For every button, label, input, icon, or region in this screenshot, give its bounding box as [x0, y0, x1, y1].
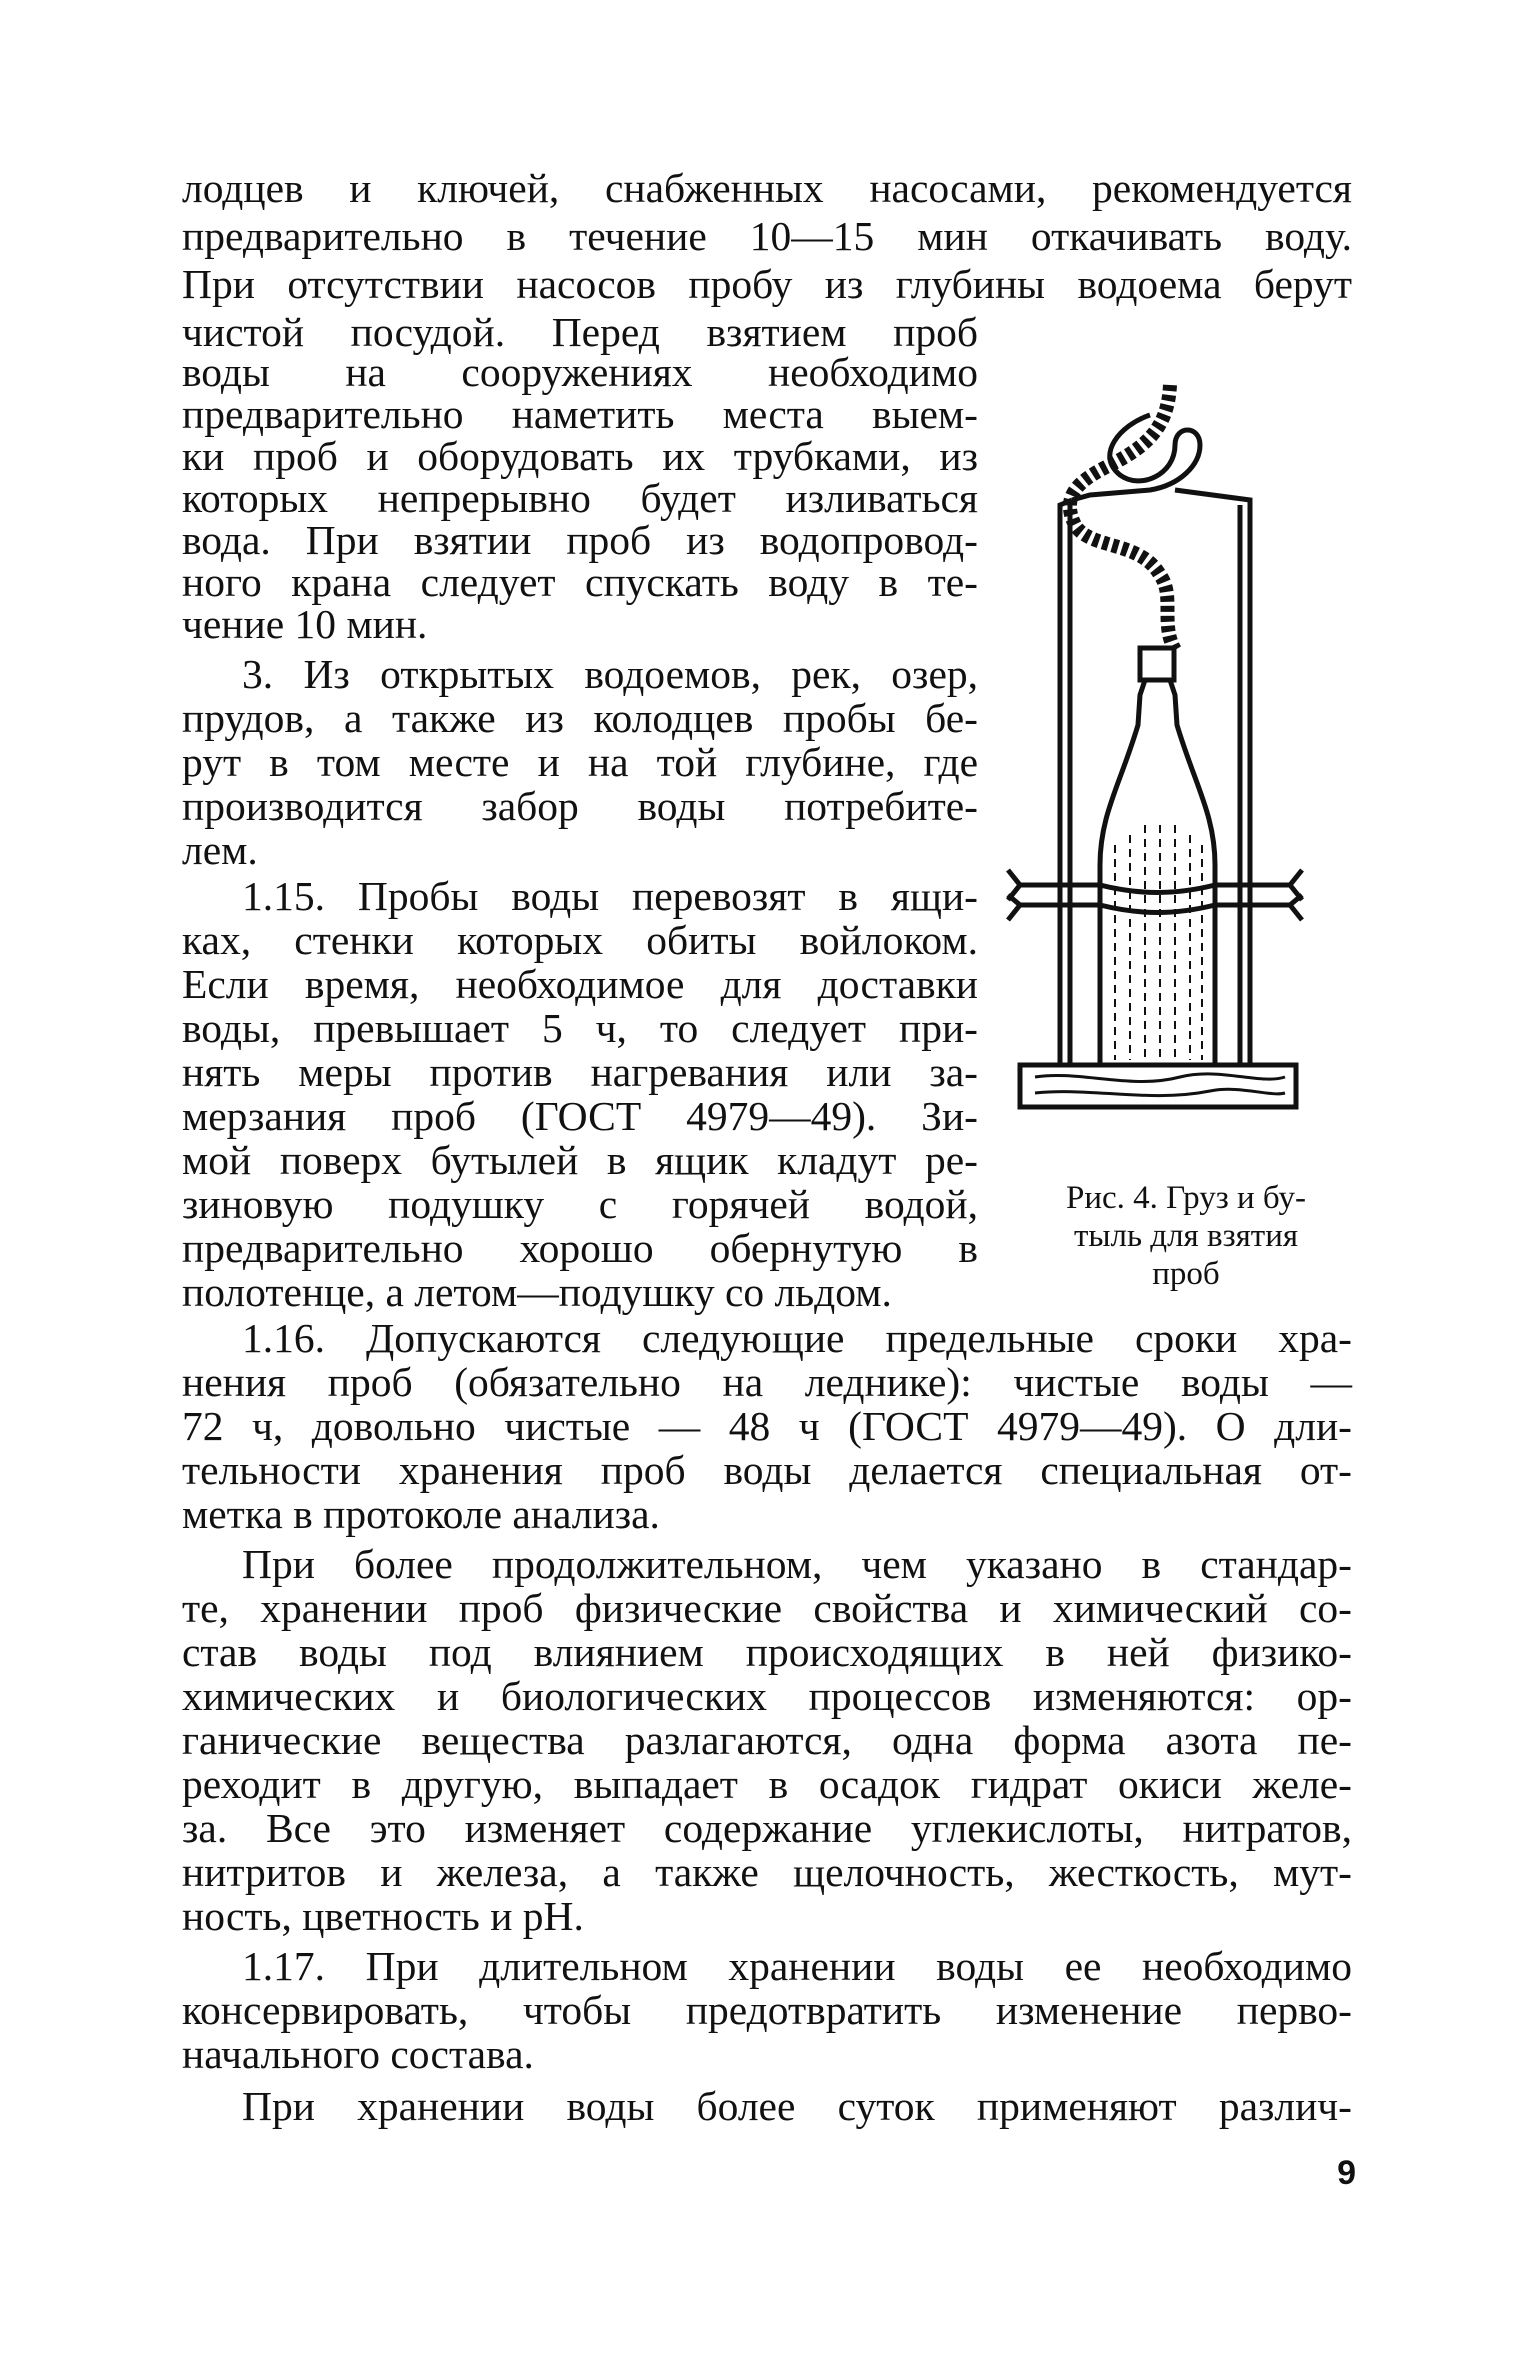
text-line: чистой посудой. Перед взятием проб: [182, 309, 978, 355]
text-line: реходит в другую, выпадает в осадок гидрат окиси желе-: [182, 1761, 1352, 1807]
text-line: Если время, необходимое для доставки: [182, 961, 978, 1007]
text-line: мерзания проб (ГОСТ 4979—49). Зи-: [182, 1093, 978, 1139]
page-number: 9: [1337, 2154, 1356, 2192]
text-line: При более продолжительном, чем указано в стандар-: [242, 1541, 1352, 1587]
text-line: мой поверх бутылей в ящик кладут ре-: [182, 1137, 978, 1183]
text-line: предварительно в течение 10—15 мин откачивать воду.: [182, 213, 1352, 259]
text-line: 1.15. Пробы воды перевозят в ящи-: [242, 873, 978, 919]
text-line: При хранении воды более суток применяют различ-: [242, 2083, 1352, 2129]
text-line: ки проб и оборудовать их трубками, из: [182, 433, 978, 479]
text-line: 3. Из открытых водоемов, рек, озер,: [242, 651, 978, 697]
text-line: полотенце, а летом—подушку со льдом.: [182, 1269, 892, 1315]
text-line: 72 ч, довольно чистые — 48 ч (ГОСТ 4979—49). О дли-: [182, 1403, 1352, 1449]
text-line: лем.: [182, 827, 258, 873]
text-line: ного крана следует спускать воду в те-: [182, 559, 978, 605]
text-line: начального состава.: [182, 2031, 534, 2077]
text-line: став воды под влиянием происходящих в ней физико-: [182, 1629, 1352, 1675]
text-line: метка в протоколе анализа.: [182, 1491, 660, 1537]
text-line: прудов, а также из колодцев пробы бе-: [182, 695, 978, 741]
text-line: чение 10 мин.: [182, 601, 428, 647]
text-line: воды на сооружениях необходимо: [182, 349, 978, 395]
text-line: воды, превышает 5 ч, то следует при-: [182, 1005, 978, 1051]
text-line: которых непрерывно будет изливаться: [182, 475, 978, 521]
text-line: зиновую подушку с горячей водой,: [182, 1181, 978, 1227]
text-line: нять меры против нагревания или за-: [182, 1049, 978, 1095]
figure-caption-line: тыль для взятия: [1073, 1218, 1299, 1254]
text-line: 1.17. При длительном хранении воды ее необходимо: [242, 1943, 1352, 1989]
text-line: нитритов и железа, а также щелочность, жесткость, мут-: [182, 1849, 1352, 1895]
text-line: те, хранении проб физические свойства и химический со-: [182, 1585, 1352, 1631]
bottle-sampler-illustration: [1000, 365, 1310, 1145]
text-line: производится забор воды потребите-: [182, 783, 978, 829]
figure-caption-line: проб: [1152, 1256, 1220, 1292]
text-line: 1.16. Допускаются следующие предельные сроки хра-: [242, 1315, 1352, 1361]
text-line: вода. При взятии проб из водопровод-: [182, 517, 978, 563]
text-line: ганические вещества разлагаются, одна форма азота пе-: [182, 1717, 1352, 1763]
text-line: ность, цветность и pH.: [182, 1893, 584, 1939]
text-line: рут в том месте и на той глубине, где: [182, 739, 978, 785]
figure-caption-line: Рис. 4. Груз и бу-: [1066, 1180, 1306, 1216]
text-line: тельности хранения проб воды делается специальная от-: [182, 1447, 1352, 1493]
text-line: химических и биологических процессов изменяются: ор-: [182, 1673, 1352, 1719]
text-line: предварительно хорошо обернутую в: [182, 1225, 978, 1271]
text-line: ках, стенки которых обиты войлоком.: [182, 917, 978, 963]
text-line: за. Все это изменяет содержание углекислоты, нитратов,: [182, 1805, 1352, 1851]
text-line: предварительно наметить места выем-: [182, 391, 978, 437]
text-line: лодцев и ключей, снабженных насосами, рекомендуется: [182, 165, 1352, 211]
text-line: нения проб (обязательно на леднике): чистые воды —: [182, 1359, 1352, 1405]
text-line: консервировать, чтобы предотвратить изменение перво-: [182, 1987, 1352, 2033]
text-line: При отсутствии насосов пробу из глубины водоема берут: [182, 261, 1352, 307]
